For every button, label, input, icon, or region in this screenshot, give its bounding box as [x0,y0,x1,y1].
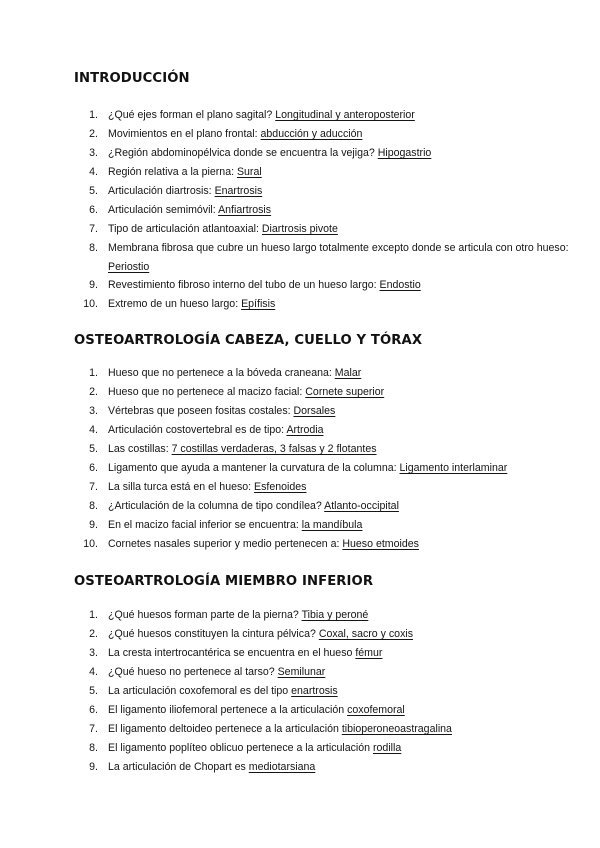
list-item: 2. Hueso que no pertenece al macizo facial: Cornete superior [89,386,385,398]
list-item: 1. Hueso que no pertenece a la bóveda craneana: Malar [89,367,362,379]
list-item: 4. Articulación costovertebral es de tipo: Artrodia [89,424,324,436]
list-item: 8. Membrana fibrosa que cubre un hueso largo totalmente excepto donde se articula con otro hueso: Periostio [89,242,569,273]
section-title-introduccion: INTRODUCCIÓN [74,71,190,86]
list-item: 6. Ligamento que ayuda a mantener la curvatura de la columna: Ligamento interlaminar [89,462,508,474]
list-item: 10. Cornetes nasales superior y medio pertenecen a: Hueso etmoides [83,538,419,550]
list-item: 1. ¿Qué huesos forman parte de la pierna? Tibia y peroné [89,609,369,621]
list-item: 9. La articulación de Chopart es mediotarsiana [89,761,316,773]
list-item: 2. Movimientos en el plano frontal: abducción y aducción [89,128,363,140]
list-item: 3. Vértebras que poseen fositas costales: Dorsales [89,405,336,417]
list-item: 8. ¿Articulación de la columna de tipo condílea? Atlanto-occipital [89,500,399,512]
list-item: 9. En el macizo facial inferior se encuentra: la mandíbula [89,519,363,531]
list-item: 3. ¿Región abdominopélvica donde se encuentra la vejiga? Hipogastrio [89,147,432,159]
list-item: 9. Revestimiento fibroso interno del tubo de un hueso largo: Endostio [89,279,421,291]
list-item: 2. ¿Qué huesos constituyen la cintura pélvica? Coxal, sacro y coxis [89,628,414,640]
list-item: 7. El ligamento deltoideo pertenece a la articulación tibioperoneoastragalina [89,723,452,735]
list-item: 5. Articulación diartrosis: Enartrosis [89,185,263,197]
list-item: 10. Extremo de un hueso largo: Epífisis [83,298,276,310]
section-title-cabeza-cuello-torax: OSTEOARTROLOGÍA CABEZA, CUELLO Y TÓRAX [74,333,423,348]
list-item: 7. Tipo de articulación atlantoaxial: Diartrosis pivote [89,223,338,235]
question-list-miembro-inferior [74,606,570,777]
list-item: 1. ¿Qué ejes forman el plano sagital? Longitudinal y anteroposterior [89,109,415,121]
list-item: 3. La cresta intertrocantérica se encuentra en el hueso fémur [89,647,383,659]
list-item: 8. El ligamento poplíteo oblicuo pertenece a la articulación rodilla [89,742,402,754]
list-item: 6. Articulación semimóvil: Anfiartrosis [89,204,272,216]
list-item: 4. ¿Qué hueso no pertenece al tarso? Semilunar [89,666,326,678]
question-list-introduccion [74,106,570,314]
list-item: 7. La silla turca está en el hueso: Esfenoides [89,481,307,493]
section-title-miembro-inferior: OSTEOARTROLOGÍA MIEMBRO INFERIOR [74,574,374,589]
list-item: 6. El ligamento iliofemoral pertenece a la articulación coxofemoral [89,704,405,716]
list-item: 4. Región relativa a la pierna: Sural [89,166,262,178]
question-list-cabeza-cuello-torax [74,364,570,554]
list-item: 5. Las costillas: 7 costillas verdaderas, 3 falsas y 2 flotantes [89,443,377,455]
list-item: 5. La articulación coxofemoral es del tipo enartrosis [89,685,338,697]
